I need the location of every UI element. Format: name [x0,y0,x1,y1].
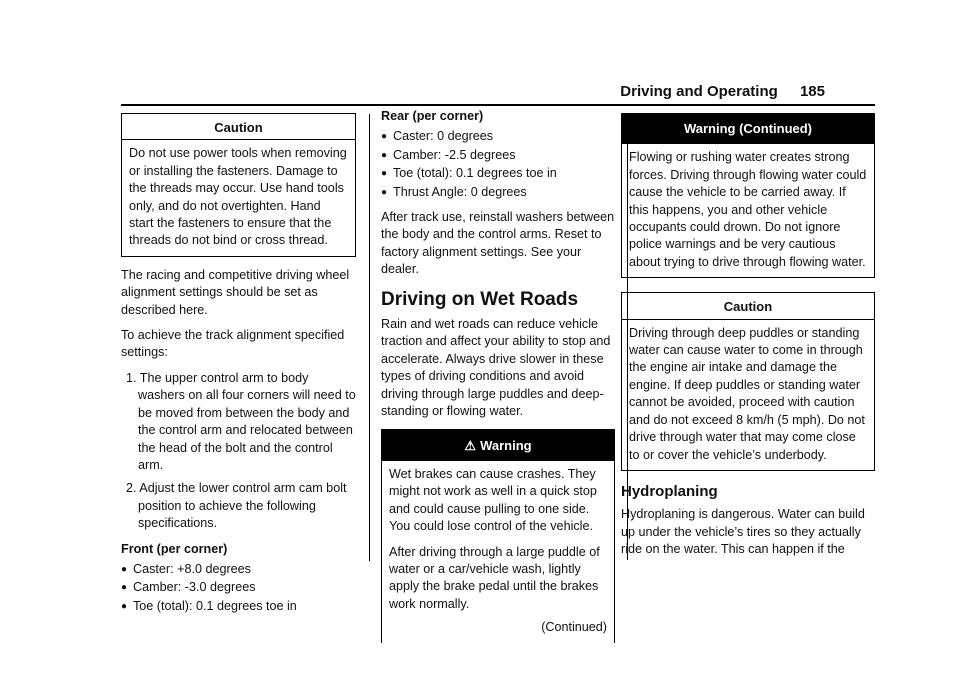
bullet-dot-icon: ● [121,582,128,594]
bullet-dot-icon: ● [121,563,128,575]
list-item: ● Thrust Angle: 0 degrees [381,184,615,201]
caution-box-puddles [621,292,875,471]
warning-title: Warning [480,437,532,453]
column-2 [381,108,615,653]
subheading-hydroplaning: Hydroplaning [621,482,718,500]
page-number: 185 [799,83,825,100]
list-item: 2. Adjust the lower control arm cam bolt position to achieve the following specifications. [126,481,347,531]
caution-title: Caution [122,114,355,140]
bullet-dot-icon: ● [121,600,128,612]
bullet-dot-icon: ● [381,186,388,198]
steps-list [121,370,356,533]
continued-label: (Continued) [541,620,607,635]
caution-text: Do not use power tools when removing or installing the fasteners. Damage to the threads may occur. Use hand tools only, and do not overtighten. Hand start the fasteners to ensure that the threads do not bind or cross thread. [129,146,347,248]
front-spec-list [121,561,356,615]
warning-box-continued [621,113,875,278]
bullet-dot-icon: ● [381,131,388,143]
front-label: Front (per corner) [121,541,228,556]
section-heading-wet-roads: Driving on Wet Roads [381,288,579,310]
rear-label: Rear (per corner) [381,109,484,123]
paragraph-track-alignment: To achieve the track alignment specified settings: [121,328,345,360]
bullet-dot-icon: ● [381,149,388,161]
caution-title: Caution [622,293,874,319]
list-item: ● Toe (total): 0.1 degrees toe in [381,165,615,182]
section-title: Driving and Operating [620,83,778,100]
list-item: ● Camber: -2.5 degrees [381,147,615,164]
bullet-dot-icon: ● [381,168,388,180]
paragraph-hydroplaning: Hydroplaning is dangerous. Water can build up under the vehicle’s tires so they actually ride on the water. This can happen if the [621,507,865,557]
paragraph-wet-roads: Rain and wet roads can reduce vehicle traction and affect your ability to stop and accelerate. Always drive slower in these types of driving conditions and avoid driving through large puddles and deep-standing or flowing water. [381,317,611,419]
list-item: ● Toe (total): 0.1 degrees toe in [121,598,356,615]
header-rule [121,104,875,106]
paragraph-after-track: After track use, reinstall washers between the body and the control arms. Reset to factory alignment settings. See your dealer. [381,210,615,277]
warning-text-2: After driving through a large puddle of water or a car/vehicle wash, lightly apply the brake pedal until the brakes work normally. [389,544,600,611]
column-3 [621,113,875,567]
list-item: ● Caster: 0 degrees [381,128,615,145]
warning-continued-title: Warning (Continued) [622,113,874,144]
column-1 [121,113,356,623]
rear-spec-list [381,128,615,201]
list-item: ● Camber: -3.0 degrees [121,579,356,596]
warning-triangle-icon: ⚠ [464,437,477,453]
list-item: 1. The upper control arm to body washers on all four corners will need to be moved from between the body and the control arm and relocated between the head of the bolt and the control arm. [126,370,356,472]
column-divider-1 [369,114,370,561]
warning-header [382,430,614,461]
paragraph-racing-settings: The racing and competitive driving wheel alignment settings should be set as described here. [121,267,350,317]
warning-continued-text: Flowing or rushing water creates strong forces. Driving through flowing water could cause the vehicle to be carried away. If this happens, you and other vehicle occupants could drown. Do not ignore police warnings and be very cautious about trying to drive through flowing water. [629,150,867,269]
warning-text-1: Wet brakes can cause crashes. They might not work as well in a quick stop and could cause pulling to one side. You could lose control of the vehicle. [389,466,597,534]
caution-box-tools [121,113,356,257]
warning-box-wet-brakes [381,429,615,643]
caution-text: Driving through deep puddles or standing water can cause water to come in through the engine air intake and damage the engine. If deep puddles or standing water cannot be avoided, proceed with caution and do not exceed 8 km/h (5 mph). Do not drive through water that may come close to or cover the vehicle’s underbody. [629,325,865,462]
running-header [620,83,825,100]
list-item: ● Caster: +8.0 degrees [121,561,356,578]
